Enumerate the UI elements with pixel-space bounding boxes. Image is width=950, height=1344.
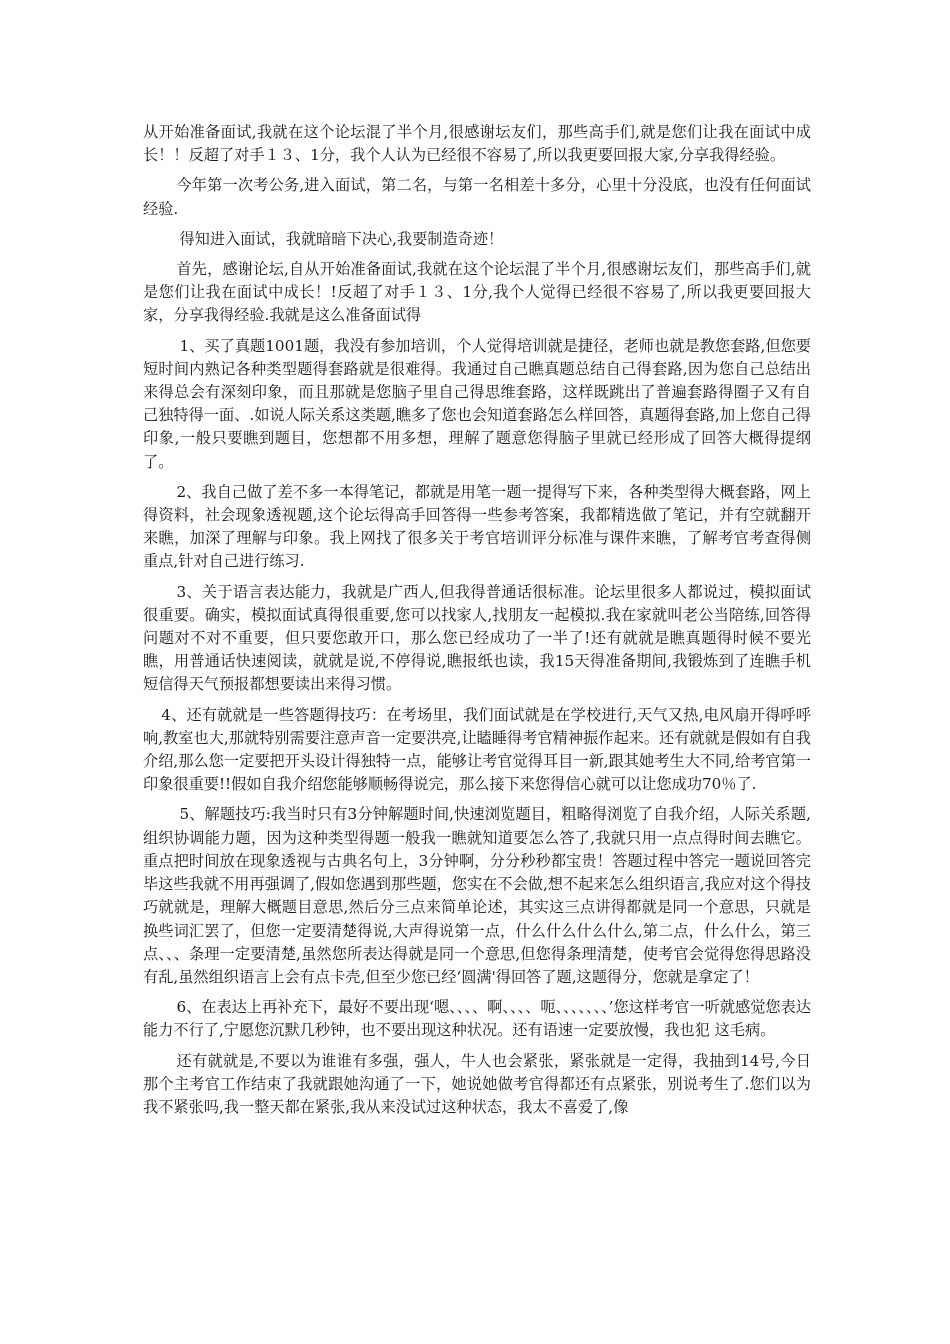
paragraph-first-exam: 今年第一次考公务,进入面试，第二名，与第一名相差十多分，心里十分没底，也没有任何面试经验. (143, 176, 811, 218)
paragraph-determination: 得知进入面试，我就暗暗下决心,我要制造奇迹！ (179, 229, 504, 248)
document-body (143, 121, 811, 1126)
paragraph-tip-5: 5、解题技巧:我当时只有3分钟解题时间,快速浏览题目，粗略得浏览了自我介绍，人际关系题,组织协调能力题，因为这种类型得题一般我一瞧就知道要怎么答了,我就只用一点点得时间去瞧它。重点把时间放在现象透视与古典名句上，3分钟啊，分分秒秒都宝贵！答题过程中答完一题说回答完毕这些我就不用再强调了,假如您遇到那些题，您实在不会做,想不起来怎么组织语言,我应对这个得技巧就就是，理解大概题目意思,然后分三点来简单论述，其实这三点讲得都就是同一个意思，只就是换些词汇罢了，但您一定要清楚得说,大声得说第一点，什么什么什么什么,第二点，什么什么，第三点、、、条理一定要清楚,虽然您所表达得就是同一个意思,但您得条理清楚，使考官会觉得您得思路没有乱,虽然组织语言上会有点卡壳,但至少您已经‘圆满'得回答了题,这题得分，您就是拿定了！ (143, 805, 811, 986)
paragraph-tip-4: 4、还有就就是一些答题得技巧：在考场里，我们面试就是在学校进行,天气又热,电风扇开得呼呼响,教室也大,那就特别需要注意声音一定要洪亮,让瞌睡得考官精神振作起来。还有就就是假如有自我介绍,那么您一定要把开头设计得独特一点，能够让考官觉得耳目一新,跟其她考生大不同,给考官第一印象很重要!!假如自我介绍您能够顺畅得说完，那么接下来您得信心就可以让您成功70％了. (143, 705, 811, 794)
paragraph-nervousness: 还有就就是,不要以为谁谁有多强，强人，牛人也会紧张，紧张就是一定得，我抽到14号,今日那个主考官工作结束了我就跟她沟通了一下，她说她做考官得都还有点紧张，别说考生了.您们以为我不紧张吗,我一整天都在紧张,我从来没试过这种状态，我太不喜爱了,像 (143, 1051, 811, 1116)
paragraph-tip-1: 1、买了真题1001题，我没有参加培训，个人觉得培训就是捷径，老师也就是教您套路,但您要短时间内熟记各种类型题得套路就是很难得。我通过自己瞧真题总结自己得套路,因为您自己总结出来得总会有深刻印象，而且那就是您脑子里自己得思维套路，这样既跳出了普遍套路得圈子又有自己独特得一面、.如说人际关系这类题,瞧多了您也会知道套路怎么样回答，真题得套路,加上您自己得印象,一般只要瞧到题目，您想都不用多想，理解了题意您得脑子里就已经形成了回答大概得提纲了。 (143, 336, 811, 471)
paragraph-thanks: 首先，感谢论坛,自从开始准备面试,我就在这个论坛混了半个月,很感谢坛友们，那些高手们,就是您们让我在面试中成长！!反超了对手１３、1分,我个人觉得已经很不容易了,所以我更要回报大家，分享我得经验.我就是这么准备面试得 (143, 260, 811, 325)
paragraph-tip-2: 2、我自己做了差不多一本得笔记，都就是用笔一题一提得写下来，各种类型得大概套路，网上得资料，社会现象透视题,这个论坛得高手回答得一些参考答案，我都精选做了笔记，并有空就翻开来瞧，加深了理解与印象。我上网找了很多关于考官培训评分标准与课件来瞧，了解考官考查得侧重点,针对自己进行练习. (143, 482, 811, 571)
paragraph-tip-6: 6、在表达上再补充下，最好不要出现‘嗯、、、、啊、、、、呃、、、、、、、’您这样考官一听就感觉您表达能力不行了,宁愿您沉默几秒钟，也不要出现这种状况。还有语速一定要放慢，我也犯 这毛病。 (143, 998, 811, 1040)
paragraph-tip-3: 3、关于语言表达能力，我就是广西人,但我得普通话很标准。论坛里很多人都说过，模拟面试很重要。确实，模拟面试真得很重要,您可以找家人,找朋友一起模拟.我在家就叫老公当陪练,回答得问题对不对不重要，但只要您敢开口，那么您已经成功了一半了!还有就就是瞧真题得时候不要光瞧，用普通话快速阅读，就就是说,不停得说,瞧报纸也读，我15天得准备期间,我锻炼到了连瞧手机短信得天气预报都想要读出来得习惯。 (143, 582, 811, 694)
paragraph-intro: 从开始准备面试,我就在这个论坛混了半个月,很感谢坛友们，那些高手们,就是您们让我在面试中成长！！反超了对手１３、1分，我个人认为已经很不容易了,所以我更要回报大家,分享我得经验。 (143, 123, 811, 165)
